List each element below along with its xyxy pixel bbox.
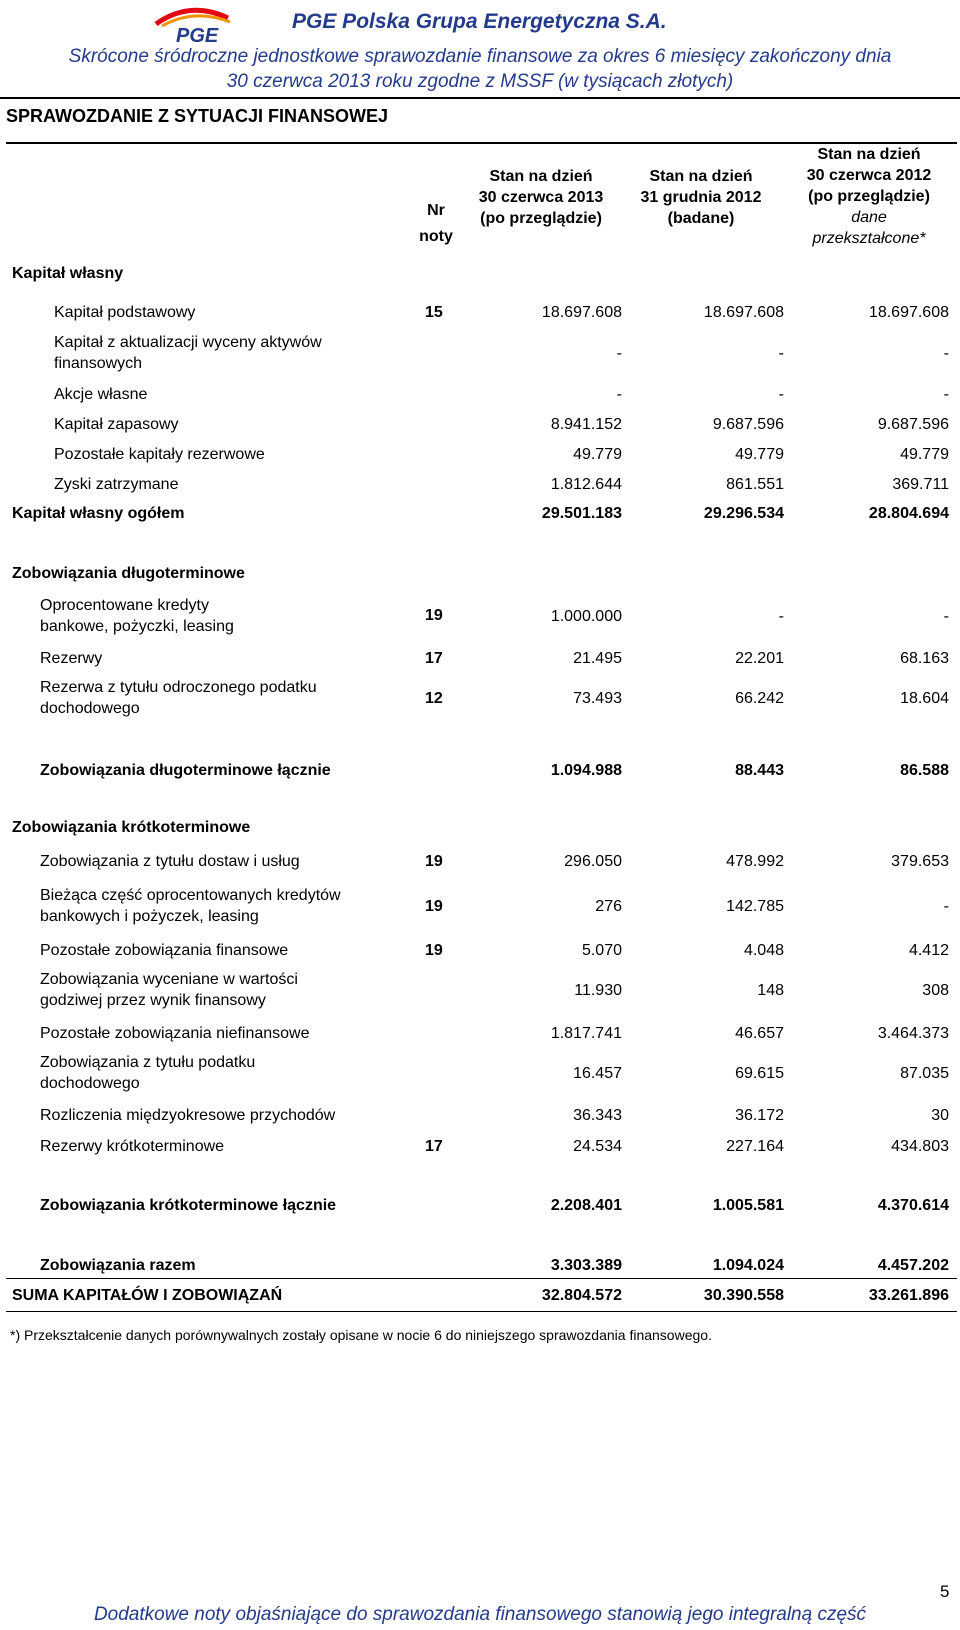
statement-title: SPRAWOZDANIE Z SYTUACJI FINANSOWEJ (6, 106, 389, 126)
footnote: *) Przekształcenie danych porównywalnych zostały opisane w nocie 6 do niniejszego sprawozdania finansowego. (10, 1327, 712, 1343)
section-heading-equity: Kapitał własny (12, 265, 124, 282)
page-footer: Dodatkowe noty objaśniające do sprawozdania finansowego stanowią jego integralną część (93, 1604, 867, 1625)
logo-text: PGE (176, 25, 219, 44)
report-subtitle-line1: Skrócone śródroczne jednostkowe sprawozdanie finansowe za okres 6 miesięcy zakończony dnia (68, 46, 892, 67)
company-name: PGE Polska Grupa Energetyczna S.A. (292, 10, 667, 33)
pge-logo (150, 4, 250, 44)
report-subtitle-line2: 30 czerwca 2013 roku zgodne z MSSF (w tysiącach złotych) (226, 71, 734, 92)
divider (6, 1278, 957, 1279)
column-header-jun-2013: Stan na dzień 30 czerwca 2013 (po przeglądzie) (478, 168, 604, 227)
header-divider (0, 97, 960, 99)
note-column-header: Nr noty (419, 202, 453, 245)
page-header (0, 0, 960, 100)
section-heading-long-term: Zobowiązania długoterminowe (12, 565, 245, 582)
divider (6, 1311, 957, 1312)
section-heading-short-term: Zobowiązania krótkoterminowe (12, 819, 251, 836)
page-number: 5 (940, 1582, 950, 1601)
column-header-dec-2012: Stan na dzień 31 grudnia 2012 (badane) (640, 168, 762, 227)
column-header-jun-2012: Stan na dzień 30 czerwca 2012 (po przeglądzie) dane przekształcone* (806, 146, 932, 247)
